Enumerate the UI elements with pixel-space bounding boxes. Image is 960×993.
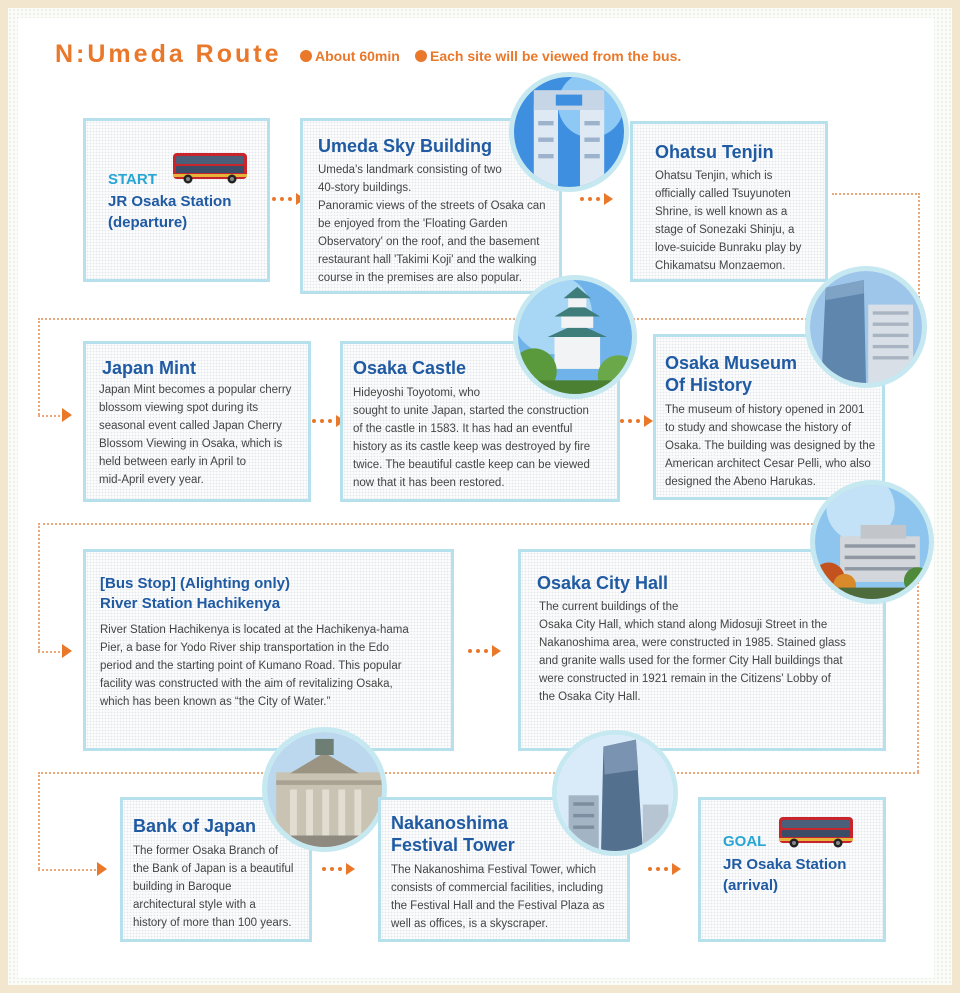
stop-description: Hideyoshi Toyotomi, who sought to unite Japan, started the construction of the castle in 1583. It has had an eventful history as its castle keep was destroyed by fire twice. The beautiful castle keep can be viewed now that it has been restored.: [353, 387, 591, 489]
stop-description: The museum of history opened in 2001 to study and showcase the history of Osaka. The building was designed by the American architect Cesar Pelli, who also designed the Abeno Harukas.: [665, 404, 876, 488]
stop-title: [Bus Stop] (Alighting only) River Station Hachikenya: [100, 575, 290, 612]
route-line: [38, 772, 40, 869]
stop-description: River Station Hachikenya is located at the Hachikenya-hama Pier, a base for Yodo River ship transportation in the Edo period and the starting point of Kumano Road. This popular facility was constructed with the aim of revitalizing Osaka, which has been known as “the City of Water.”: [100, 624, 409, 708]
route-arrow-icon: [648, 863, 681, 875]
viewing-note: Each site will be viewed from the bus.: [415, 48, 681, 64]
stop-title: Umeda Sky Building: [318, 136, 493, 156]
route-line: [38, 772, 919, 774]
city-hall-photo: [810, 480, 934, 604]
route-line: [38, 869, 96, 871]
route-arrow-icon: [62, 644, 72, 658]
route-line: [917, 570, 919, 772]
start-label: START: [108, 171, 157, 188]
bus-icon: [778, 816, 854, 848]
bullet-icon: [300, 50, 312, 62]
stop-title: Japan Mint: [102, 358, 197, 378]
stop-title: Ohatsu Tenjin: [655, 142, 774, 162]
route-line: [38, 523, 40, 651]
stop-description: Umeda's landmark consisting of two 40-story buildings. Panoramic views of the streets of Osaka can be enjoyed from the 'Floating Garden Observatory' on the roof, and the basement restaurant hall 'Takimi Koji' and the walking course in the premises are also popular.: [318, 164, 546, 284]
stop-description: The Nakanoshima Festival Tower, which consists of commercial facilities, including the Festival Hall and the Festival Plaza as well as offices, is a skyscraper.: [391, 864, 605, 930]
route-line: [38, 523, 813, 525]
route-arrow-icon: [322, 863, 355, 875]
stop-description: The current buildings of the Osaka City Hall, which stand along Midosuji Street in the Nakanoshima area, were constructed in 1985. Stained glass and granite walls used for the former City Hall buildings that were constructed in 1921 remain in the Citizens' Lobby of the Osaka City Hall.: [539, 601, 846, 703]
route-arrow-icon: [62, 408, 72, 422]
duration-note: About 60min: [300, 48, 400, 64]
stop-japan-mint: [83, 341, 311, 502]
festival-tower-photo: [552, 730, 678, 856]
stop-title: Osaka Castle: [353, 358, 467, 378]
stop-description: Japan Mint becomes a popular cherry blossom viewing spot during its seasonal event called Japan Cherry Blossom Viewing in Osaka, which is held between early in April to mid-April every year.: [99, 384, 292, 486]
page-title: N:Umeda Route: [55, 40, 282, 68]
stop-river-station-hachikenya: [83, 549, 454, 751]
route-arrow-icon: [468, 645, 501, 657]
stop-description: The former Osaka Branch of the Bank of Japan is a beautiful building in Baroque architectural style with a history of more than 100 years.: [133, 845, 294, 929]
route-line: [38, 651, 60, 653]
stop-title: Bank of Japan: [133, 816, 257, 836]
route-arrow-icon: [580, 193, 613, 205]
start-note: (departure): [108, 214, 188, 231]
bullet-icon: [415, 50, 427, 62]
goal-label: GOAL: [723, 833, 767, 850]
route-arrow-icon: [97, 862, 107, 876]
bus-icon: [172, 152, 248, 184]
stop-title: Osaka City Hall: [537, 573, 669, 593]
start-station: JR Osaka Station: [108, 193, 232, 210]
start-box: [83, 118, 270, 282]
stop-ohatsu-tenjin: [630, 121, 828, 282]
stop-title: Nakanoshima Festival Tower: [391, 813, 515, 855]
route-line: [38, 318, 40, 415]
route-line: [832, 193, 920, 195]
bank-of-japan-photo: [262, 727, 387, 852]
stop-title: Osaka Museum Of History: [665, 353, 798, 395]
goal-note: (arrival): [723, 877, 779, 894]
umeda-sky-building-photo: [509, 72, 629, 192]
osaka-castle-photo: [513, 275, 637, 399]
stop-description: Ohatsu Tenjin, which is officially called Tsuyunoten Shrine, is well known as a stage of Sonezaki Shinju, a love-suicide Bunraku play by Chikamatsu Monzaemon.: [655, 170, 802, 272]
museum-of-history-photo: [805, 266, 927, 388]
route-arrow-icon: [620, 415, 653, 427]
route-line: [38, 318, 818, 320]
route-line: [38, 415, 60, 417]
goal-station: JR Osaka Station: [723, 856, 847, 873]
